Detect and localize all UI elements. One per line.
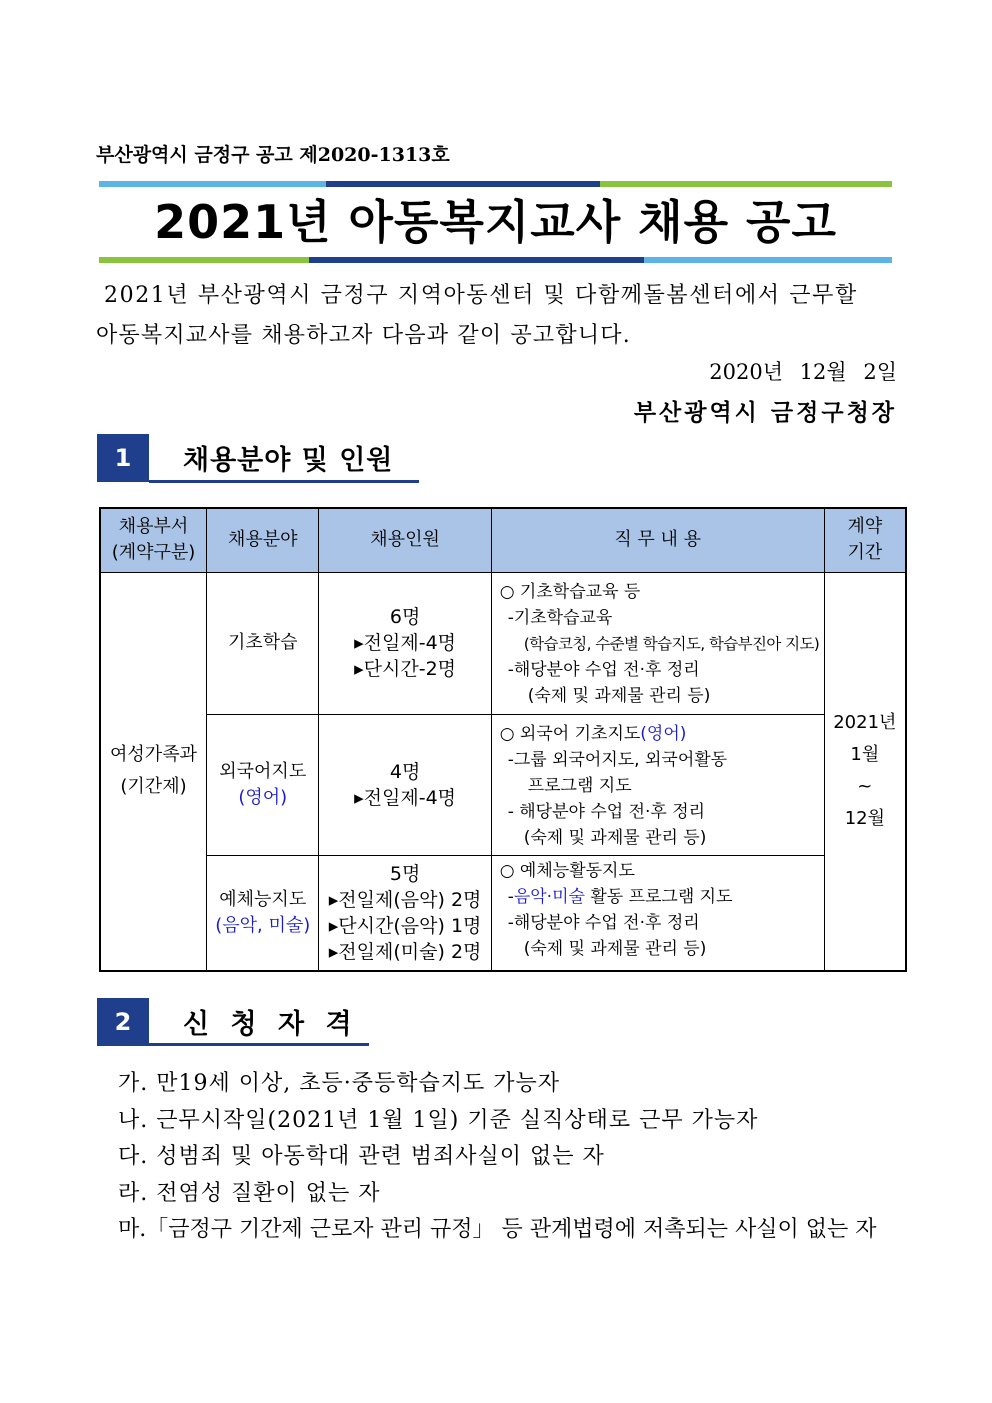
header-period: 계약 기간 [824,508,906,572]
notice-date: 2020년 12월 2일 [709,360,897,384]
count-cell: 5명 ▸전일제(음악) 2명 ▸단시간(음악) 1명 ▸전일제(미술) 2명 [319,855,491,971]
field-cell: 기초학습 [207,572,319,714]
count-cell: 4명 ▸전일제-4명 [319,714,491,855]
list-item: 라. 전염성 질환이 없는 자 [118,1180,381,1206]
recruitment-table [99,507,907,972]
intro-line-1: 2021년 부산광역시 금정구 지역아동센터 및 다함께돌봄센터에서 근무할 [104,283,858,308]
header-dept: 채용부서 (계약구분) [100,508,207,572]
section-2-underline [149,1043,369,1046]
header-field: 채용분야 [207,508,319,572]
dept-cell: 여성가족과 (기간제) [100,572,207,971]
section-1-number: 1 [97,434,149,482]
header-duties: 직 무 내 용 [491,508,824,572]
intro-paragraph [96,276,896,356]
issuer: 부산광역시 금정구청장 [633,399,897,426]
table-row [100,855,906,971]
duties-cell: ○ 외국어 기초지도(영어) -그룹 외국어지도, 외국어활동 프로그램 지도 - 해당분야 수업 전·후 정리 (숙제 및 과제물 관리 등) [491,714,824,855]
notice-number: 부산광역시 금정구 공고 제2020-1313호 [96,144,450,166]
field-cell: 예체능지도 (음악, 미술) [207,855,319,971]
section-1-title: 채용분야 및 인원 [183,445,394,476]
table-header-row [100,508,906,572]
field-cell: 외국어지도 (영어) [207,714,319,855]
duties-cell: ○ 예체능활동지도 -음악·미술 활동 프로그램 지도 -해당분야 수업 전·후 정리 (숙제 및 과제물 관리 등) [491,855,824,971]
list-item: 다. 성범죄 및 아동학대 관련 범죄사실이 없는 자 [118,1144,605,1169]
top-color-bar [99,181,892,187]
header-count: 채용인원 [319,508,491,572]
list-item: 나. 근무시작일(2021년 1월 1일) 기준 실직상태로 근무 가능자 [118,1107,759,1133]
section-2-number: 2 [97,998,149,1046]
period-cell: 2021년 1월 ~ 12월 [824,572,906,971]
duties-cell: ○ 기초학습교육 등 -기초학습교육 (학습코칭, 수준별 학습지도, 학습부진아 지도) -해당분야 수업 전·후 정리 (숙제 및 과제물 관리 등) [491,572,824,714]
table-row [100,714,906,855]
count-cell: 6명 ▸전일제-4명 ▸단시간-2명 [319,572,491,714]
table-row [100,572,906,714]
section-2-title: 신 청 자 격 [183,1009,358,1040]
intro-line-2: 아동복지교사를 채용하고자 다음과 같이 공고합니다. [96,323,631,348]
qualification-list [118,1066,877,1249]
bottom-color-bar [99,257,892,263]
document-title: 2021년 아동복지교사 채용 공고 [154,195,837,249]
list-item: 가. 만19세 이상, 초등·중등학습지도 가능자 [118,1071,560,1096]
section-1-underline [149,480,419,483]
list-item: 마.「금정구 기간제 근로자 관리 규정」 등 관계법령에 저촉되는 사실이 없는 자 [118,1217,877,1242]
